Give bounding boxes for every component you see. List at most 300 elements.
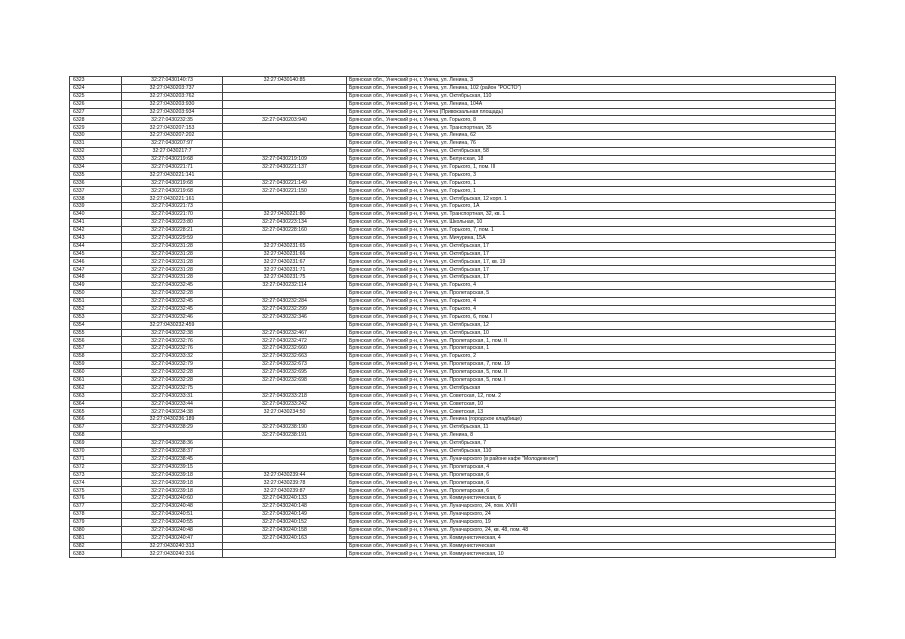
cadastral-number-cell: 32:27:0430232:28	[122, 376, 223, 384]
object-number-cell: 32:27:0430239:78	[223, 479, 347, 487]
object-number-cell: 32:27:0430232:467	[223, 329, 347, 337]
address-cell: Брянская обл., Унечский р-н, г. Унеча, ул. Октябрьская, 17, кв. 19	[347, 258, 836, 266]
address-cell: Брянская обл., Унечский р-н, г. Унеча, ул. Горького, 3	[347, 171, 836, 179]
table-row	[70, 550, 836, 558]
cadastral-number-cell: 32:27:0430233:32	[122, 353, 223, 361]
row-number-cell: 6380	[70, 526, 122, 534]
cadastral-number-cell: 32:27:0430232:28	[122, 368, 223, 376]
cadastral-number-cell: 32:27:0430203:934	[122, 108, 223, 116]
object-number-cell: 32:27:0430240:149	[223, 510, 347, 518]
address-cell: Брянская обл., Унечский р-н, г. Унеча, ул. Пролетарская, 6	[347, 471, 836, 479]
address-cell: Брянская обл., Унечский р-н, г. Унеча, ул. Пролетарская, 1	[347, 345, 836, 353]
row-number-cell: 6372	[70, 463, 122, 471]
address-cell: Брянская обл., Унечский р-н, г. Унеча, ул. Ленина (городское кладбище)	[347, 416, 836, 424]
cadastral-number-cell: 32:27:0430239:18	[122, 487, 223, 495]
row-number-cell: 6369	[70, 439, 122, 447]
table-row	[70, 100, 836, 108]
address-cell: Брянская обл., Унечский р-н, г. Унеча, ул. Транспортная, 35	[347, 124, 836, 132]
cadastral-number-cell: 32:27:0430238:45	[122, 455, 223, 463]
table-row	[70, 353, 836, 361]
cadastral-number-cell: 32:27:0430232:76	[122, 337, 223, 345]
row-number-cell: 6375	[70, 487, 122, 495]
row-number-cell: 6360	[70, 368, 122, 376]
cadastral-number-cell: 32:27:0430219:68	[122, 155, 223, 163]
address-cell: Брянская обл., Унечский р-н, г. Унеча, ул. Горького, 1	[347, 179, 836, 187]
row-number-cell: 6352	[70, 305, 122, 313]
cadastral-number-cell: 32:27:0430221:70	[122, 211, 223, 219]
object-number-cell	[223, 108, 347, 116]
table-row	[70, 479, 836, 487]
table-row	[70, 408, 836, 416]
address-cell: Брянская обл., Унечский р-н, г. Унеча, ул. Октябрьская, 17	[347, 274, 836, 282]
table-row	[70, 321, 836, 329]
object-number-cell: 32:27:0430240:158	[223, 526, 347, 534]
table-row	[70, 242, 836, 250]
table-row	[70, 392, 836, 400]
row-number-cell: 6366	[70, 416, 122, 424]
cadastral-number-cell: 32:27:0430231:28	[122, 266, 223, 274]
table-row	[70, 274, 836, 282]
cadastral-number-cell: 32:27:0430240:60	[122, 495, 223, 503]
table-row	[70, 510, 836, 518]
table-row	[70, 297, 836, 305]
table-row	[70, 463, 836, 471]
row-number-cell: 6356	[70, 337, 122, 345]
address-cell: Брянская обл., Унечский р-н, г. Унеча, ул. Октябрьская, 17	[347, 266, 836, 274]
object-number-cell	[223, 321, 347, 329]
address-cell: Брянская обл., Унечский р-н, г. Унеча, ул. Пролетарская, 5	[347, 290, 836, 298]
table-row	[70, 171, 836, 179]
address-cell: Брянская обл., Унечский р-н, г. Унеча, ул. Ленина, 62	[347, 132, 836, 140]
table-row	[70, 495, 836, 503]
row-number-cell: 6376	[70, 495, 122, 503]
object-number-cell: 32:27:0430221:150	[223, 187, 347, 195]
object-number-cell: 32:27:0430231:66	[223, 250, 347, 258]
address-cell: Брянская обл., Унечский р-н, г. Унеча, ул. Ленина, 3	[347, 77, 836, 85]
cadastral-number-cell: 32:27:0430239:18	[122, 479, 223, 487]
table-row	[70, 148, 836, 156]
object-number-cell: 32:27:0430232:114	[223, 282, 347, 290]
object-number-cell	[223, 416, 347, 424]
object-number-cell: 32:27:0430140:85	[223, 77, 347, 85]
cadastral-number-cell: 32:27:0430238:29	[122, 424, 223, 432]
cadastral-number-cell: 32:27:0430234:38	[122, 408, 223, 416]
row-number-cell: 6382	[70, 542, 122, 550]
row-number-cell: 6381	[70, 534, 122, 542]
object-number-cell	[223, 234, 347, 242]
row-number-cell: 6371	[70, 455, 122, 463]
object-number-cell: 32:27:0430239:87	[223, 487, 347, 495]
row-number-cell: 6359	[70, 361, 122, 369]
row-number-cell: 6328	[70, 116, 122, 124]
object-number-cell	[223, 550, 347, 558]
object-number-cell	[223, 203, 347, 211]
table-row	[70, 179, 836, 187]
address-cell: Брянская обл., Унечский р-н, г. Унеча, ул. Горького, 4	[347, 282, 836, 290]
cadastral-number-cell: 32:27:0430239:18	[122, 471, 223, 479]
address-cell: Брянская обл., Унечский р-н, г. Унеча, ул. Горького, 2	[347, 353, 836, 361]
cadastral-number-cell: 32:27:0430231:28	[122, 258, 223, 266]
row-number-cell: 6324	[70, 84, 122, 92]
object-number-cell: 32:27:0430240:133	[223, 495, 347, 503]
address-cell: Брянская обл., Унечский р-н, г. Унеча, ул. Советская, 13	[347, 408, 836, 416]
object-number-cell: 32:27:0430223:134	[223, 219, 347, 227]
address-cell: Брянская обл., Унечский р-н, г. Унеча, ул. Ленина, 102 (район "РОСТО")	[347, 84, 836, 92]
cadastral-number-cell: 32:27:0430232:46	[122, 313, 223, 321]
table-row	[70, 534, 836, 542]
address-cell: Брянская обл., Унечский р-н, г. Унеча, ул. Горького, 1, пом. III	[347, 163, 836, 171]
cadastral-number-cell: 32:27:0430240:51	[122, 510, 223, 518]
object-number-cell: 32:27:0430240:152	[223, 518, 347, 526]
object-number-cell: 32:27:0430238:190	[223, 424, 347, 432]
row-number-cell: 6349	[70, 282, 122, 290]
table-row	[70, 432, 836, 440]
cadastral-number-cell: 32:27:0430232:79	[122, 361, 223, 369]
table-row	[70, 305, 836, 313]
table-row	[70, 211, 836, 219]
row-number-cell: 6364	[70, 400, 122, 408]
table-row	[70, 219, 836, 227]
address-cell: Брянская обл., Унечский р-н, г. Унеча, ул. Луначарского, 19	[347, 518, 836, 526]
cadastral-number-cell: 32:27:0430228:21	[122, 226, 223, 234]
object-number-cell: 32:27:0430231:67	[223, 258, 347, 266]
address-cell: Брянская обл., Унечский р-н, г. Унеча, ул. Луначарского, 24, кв. 48, пом. 48	[347, 526, 836, 534]
table-row	[70, 313, 836, 321]
object-number-cell: 32:27:0430232:284	[223, 297, 347, 305]
object-number-cell	[223, 100, 347, 108]
row-number-cell: 6333	[70, 155, 122, 163]
cadastral-number-cell: 32:27:0430239:15	[122, 463, 223, 471]
row-number-cell: 6353	[70, 313, 122, 321]
object-number-cell: 32:27:0430232:299	[223, 305, 347, 313]
table-row	[70, 163, 836, 171]
cadastral-number-cell: 32:27:0430233:31	[122, 392, 223, 400]
table-row	[70, 471, 836, 479]
table-row	[70, 447, 836, 455]
table-row	[70, 290, 836, 298]
cadastral-number-cell: 32:27:0430232:28	[122, 290, 223, 298]
object-number-cell: 32:27:0430231:65	[223, 242, 347, 250]
cadastral-number-cell: 32:27:0430240:47	[122, 534, 223, 542]
row-number-cell: 6370	[70, 447, 122, 455]
address-cell: Брянская обл., Унечский р-н, г. Унеча, ул. Ленина, 104А	[347, 100, 836, 108]
row-number-cell: 6377	[70, 503, 122, 511]
cadastral-number-cell: 32:27:0430219:68	[122, 179, 223, 187]
table-row	[70, 455, 836, 463]
row-number-cell: 6354	[70, 321, 122, 329]
address-cell: Брянская обл., Унечский р-н, г. Унеча, ул. Луначарского (в районе кафе "Молодежное")	[347, 455, 836, 463]
object-number-cell: 32:27:0430233:242	[223, 400, 347, 408]
address-cell: Брянская обл., Унечский р-н, г. Унеча, ул. Луначарского, 24, пом. XVIII	[347, 503, 836, 511]
row-number-cell: 6332	[70, 148, 122, 156]
table-row	[70, 329, 836, 337]
row-number-cell: 6334	[70, 163, 122, 171]
row-number-cell: 6367	[70, 424, 122, 432]
cadastral-number-cell: 32:27:0430203:762	[122, 92, 223, 100]
object-number-cell	[223, 439, 347, 447]
object-number-cell: 32:27:0430240:148	[223, 503, 347, 511]
object-number-cell: 32:27:0430232:673	[223, 361, 347, 369]
table-row	[70, 424, 836, 432]
cadastral-number-cell: 32:27:0430232:76	[122, 345, 223, 353]
table-row	[70, 400, 836, 408]
table-row	[70, 503, 836, 511]
object-number-cell: 32:27:0430238:191	[223, 432, 347, 440]
cadastral-number-cell: 32:27:0430232:38	[122, 329, 223, 337]
table-row	[70, 187, 836, 195]
cadastral-number-cell: 32:27:0430221:161	[122, 195, 223, 203]
object-number-cell	[223, 140, 347, 148]
cadastral-number-cell: 32:27:0430238:37	[122, 447, 223, 455]
table-row	[70, 439, 836, 447]
row-number-cell: 6336	[70, 179, 122, 187]
row-number-cell: 6346	[70, 258, 122, 266]
row-number-cell: 6335	[70, 171, 122, 179]
address-cell: Брянская обл., Унечский р-н, г. Унеча, ул. Коммунистическая	[347, 542, 836, 550]
row-number-cell: 6357	[70, 345, 122, 353]
table-row	[70, 361, 836, 369]
table-row	[70, 368, 836, 376]
table-row	[70, 92, 836, 100]
cadastral-number-cell: 32:27:0430232:45	[122, 297, 223, 305]
row-number-cell: 6326	[70, 100, 122, 108]
row-number-cell: 6361	[70, 376, 122, 384]
cadastral-number-cell: 32:27:0430140:73	[122, 77, 223, 85]
cadastral-number-cell: 32:27:0430203:930	[122, 100, 223, 108]
table-row	[70, 124, 836, 132]
object-number-cell: 32:27:0430221:137	[223, 163, 347, 171]
cadastral-number-cell: 32:27:0430236:189	[122, 416, 223, 424]
address-cell: Брянская обл., Унечский р-н, г. Унеча, ул. Ленина, 76	[347, 140, 836, 148]
table-row	[70, 384, 836, 392]
cadastral-number-cell: 32:27:0430233:44	[122, 400, 223, 408]
cadastral-number-cell: 32:27:0430219:68	[122, 187, 223, 195]
object-number-cell: 32:27:0430231:71	[223, 266, 347, 274]
object-number-cell: 32:27:0430228:160	[223, 226, 347, 234]
address-cell: Брянская обл., Унечский р-н, г. Унеча, ул. Октябрьская, 58	[347, 148, 836, 156]
cadastral-number-cell: 32:27:0430240:55	[122, 518, 223, 526]
object-number-cell	[223, 447, 347, 455]
cadastral-number-cell: 32:27:0430238:36	[122, 439, 223, 447]
address-cell: Брянская обл., Унечский р-н, г. Унеча, ул. Советская, 10	[347, 400, 836, 408]
row-number-cell: 6341	[70, 219, 122, 227]
cadastral-number-cell: 32:27:0430232:459	[122, 321, 223, 329]
cadastral-number-cell: 32:27:0430240:48	[122, 503, 223, 511]
table-row	[70, 84, 836, 92]
cadastral-number-cell: 32:27:0430207:97	[122, 140, 223, 148]
table-row	[70, 108, 836, 116]
row-number-cell: 6348	[70, 274, 122, 282]
row-number-cell: 6378	[70, 510, 122, 518]
address-cell: Брянская обл., Унечский р-н, г. Унеча, ул. Коммунистическая, 4	[347, 534, 836, 542]
address-cell: Брянская обл., Унечский р-н, г. Унеча, ул. Октябрьская, 12	[347, 321, 836, 329]
address-cell: Брянская обл., Унечский р-н, г. Унеча, ул. Пролетарская, 1, пом. II	[347, 337, 836, 345]
row-number-cell: 6325	[70, 92, 122, 100]
address-cell: Брянская обл., Унечский р-н, г. Унеча, ул. Октябрьская, 10	[347, 329, 836, 337]
object-number-cell: 32:27:0430231:75	[223, 274, 347, 282]
address-cell: Брянская обл., Унечский р-н, г. Унеча, ул. Транспортная, 32, кв. 1	[347, 211, 836, 219]
cadastral-number-cell: 32:27:0430217:7	[122, 148, 223, 156]
row-number-cell: 6383	[70, 550, 122, 558]
cadastral-number-cell: 32:27:0430240:313	[122, 542, 223, 550]
table-row	[70, 234, 836, 242]
table-row	[70, 140, 836, 148]
row-number-cell: 6329	[70, 124, 122, 132]
object-number-cell	[223, 148, 347, 156]
row-number-cell: 6343	[70, 234, 122, 242]
address-cell: Брянская обл., Унечский р-н, г. Унеча, ул. Белунская, 18	[347, 155, 836, 163]
object-number-cell	[223, 290, 347, 298]
object-number-cell: 32:27:0430221:149	[223, 179, 347, 187]
cadastral-number-cell: 32:27:0430207:202	[122, 132, 223, 140]
address-cell: Брянская обл., Унечский р-н, г. Унеча, ул. Советская, 12, пом. 2	[347, 392, 836, 400]
table-row	[70, 542, 836, 550]
row-number-cell: 6339	[70, 203, 122, 211]
table-row	[70, 258, 836, 266]
table-row	[70, 266, 836, 274]
object-number-cell	[223, 124, 347, 132]
address-cell: Брянская обл., Унечский р-н, г. Унеча, ул. Горького, 6, пом. I	[347, 313, 836, 321]
object-number-cell: 32:27:0430232:698	[223, 376, 347, 384]
address-cell: Брянская обл., Унечский р-н, г. Унеча, ул. Ленина, 8	[347, 432, 836, 440]
row-number-cell: 6340	[70, 211, 122, 219]
cadastral-number-cell: 32:27:0430231:28	[122, 250, 223, 258]
object-number-cell	[223, 132, 347, 140]
cadastral-table	[69, 76, 836, 558]
row-number-cell: 6368	[70, 432, 122, 440]
address-cell: Брянская обл., Унечский р-н, г. Унеча, ул. Коммунистическая, 10	[347, 550, 836, 558]
cadastral-number-cell: 32:27:0430221:73	[122, 203, 223, 211]
address-cell: Брянская обл., Унечский р-н, г. Унеча, ул. Мичурина, 15А	[347, 234, 836, 242]
address-cell: Брянская обл., Унечский р-н, г. Унеча, ул. Пролетарская, 4	[347, 463, 836, 471]
row-number-cell: 6327	[70, 108, 122, 116]
row-number-cell: 6342	[70, 226, 122, 234]
cadastral-number-cell: 32:27:0430231:28	[122, 242, 223, 250]
address-cell: Брянская обл., Унечский р-н, г. Унеча, ул. Октябрьская, 11	[347, 424, 836, 432]
object-number-cell	[223, 384, 347, 392]
object-number-cell: 32:27:0430234:50	[223, 408, 347, 416]
object-number-cell: 32:27:0430232:695	[223, 368, 347, 376]
table-row	[70, 195, 836, 203]
object-number-cell	[223, 542, 347, 550]
table-row	[70, 116, 836, 124]
row-number-cell: 6350	[70, 290, 122, 298]
object-number-cell	[223, 463, 347, 471]
row-number-cell: 6323	[70, 77, 122, 85]
table-row	[70, 526, 836, 534]
object-number-cell	[223, 92, 347, 100]
object-number-cell	[223, 455, 347, 463]
object-number-cell: 32:27:0430232:346	[223, 313, 347, 321]
address-cell: Брянская обл., Унечский р-н, г. Унеча, ул. Горького, 4	[347, 297, 836, 305]
address-cell: Брянская обл., Унечский р-н, г. Унеча, ул. Октябрьская	[347, 384, 836, 392]
table-row	[70, 282, 836, 290]
address-cell: Брянская обл., Унечский р-н, г. Унеча, ул. Горького, 1А	[347, 203, 836, 211]
row-number-cell: 6362	[70, 384, 122, 392]
object-number-cell	[223, 84, 347, 92]
address-cell: Брянская обл., Унечский р-н, г. Унеча, ул. Горького, 4	[347, 305, 836, 313]
table-row	[70, 77, 836, 85]
address-cell: Брянская обл., Унечский р-н, г. Унеча, ул. Луначарского, 24	[347, 510, 836, 518]
row-number-cell: 6331	[70, 140, 122, 148]
cadastral-number-cell: 32:27:0430207:153	[122, 124, 223, 132]
address-cell: Брянская обл., Унечский р-н, г. Унеча, ул. Октябрьская, 7	[347, 439, 836, 447]
object-number-cell: 32:27:0430232:472	[223, 337, 347, 345]
cadastral-number-cell: 32:27:0430221:141	[122, 171, 223, 179]
address-cell: Брянская обл., Унечский р-н, г. Унеча, ул. Пролетарская, 5, пом. I	[347, 376, 836, 384]
cadastral-number-cell: 32:27:0430232:75	[122, 384, 223, 392]
address-cell: Брянская обл., Унечский р-н, г. Унеча, ул. Пролетарская, 7, пом. 19	[347, 361, 836, 369]
cadastral-number-cell: 32:27:0430223:80	[122, 219, 223, 227]
object-number-cell	[223, 171, 347, 179]
row-number-cell: 6337	[70, 187, 122, 195]
row-number-cell: 6363	[70, 392, 122, 400]
table-row	[70, 518, 836, 526]
address-cell: Брянская обл., Унечский р-н, г. Унеча, ул. Пролетарская, 5, пом. II	[347, 368, 836, 376]
address-cell: Брянская обл., Унечский р-н, г. Унеча, ул. Октябрьская, 17	[347, 242, 836, 250]
address-cell: Брянская обл., Унечский р-н, г. Унеча, ул. Октябрьская, 12 корп. 1	[347, 195, 836, 203]
cadastral-number-cell: 32:27:0430229:59	[122, 234, 223, 242]
object-number-cell: 32:27:0430219:109	[223, 155, 347, 163]
address-cell: Брянская обл., Унечский р-н, г. Унеча, ул. Горького, 1	[347, 187, 836, 195]
address-cell: Брянская обл., Унечский р-н, г. Унеча, ул. Пролетарская, 6	[347, 479, 836, 487]
table-row	[70, 376, 836, 384]
row-number-cell: 6351	[70, 297, 122, 305]
row-number-cell: 6345	[70, 250, 122, 258]
object-number-cell	[223, 195, 347, 203]
address-cell: Брянская обл., Унечский р-н, г. Унеча, ул. Коммунистическая, 6	[347, 495, 836, 503]
row-number-cell: 6347	[70, 266, 122, 274]
table-row	[70, 345, 836, 353]
cadastral-number-cell: 32:27:0430232:35	[122, 116, 223, 124]
cadastral-number-cell	[122, 432, 223, 440]
row-number-cell: 6379	[70, 518, 122, 526]
table-row	[70, 416, 836, 424]
cadastral-number-cell: 32:27:0430221:71	[122, 163, 223, 171]
table-row	[70, 155, 836, 163]
object-number-cell: 32:27:0430240:163	[223, 534, 347, 542]
address-cell: Брянская обл., Унечский р-н, г. Унеча, ул. Горького, 8	[347, 116, 836, 124]
row-number-cell: 6355	[70, 329, 122, 337]
table-row	[70, 250, 836, 258]
cadastral-number-cell: 32:27:0430240:48	[122, 526, 223, 534]
cadastral-number-cell: 32:27:0430232:45	[122, 305, 223, 313]
address-cell: Брянская обл., Унечский р-н, г. Унеча, ул. Пролетарская, 6	[347, 487, 836, 495]
table-row	[70, 132, 836, 140]
object-number-cell: 32:27:0430233:218	[223, 392, 347, 400]
table-body	[70, 77, 836, 558]
object-number-cell: 32:27:0430232:663	[223, 353, 347, 361]
object-number-cell: 32:27:0430239:44	[223, 471, 347, 479]
table-row	[70, 337, 836, 345]
cadastral-number-cell: 32:27:0430203:737	[122, 84, 223, 92]
address-cell: Брянская обл., Унечский р-н, г. Унеча, ул. Школьная, 10	[347, 219, 836, 227]
address-cell: Брянская обл., Унечский р-н, г. Унеча, ул. Октябрьская, 110	[347, 92, 836, 100]
row-number-cell: 6365	[70, 408, 122, 416]
object-number-cell: 32:27:0430221:80	[223, 211, 347, 219]
address-cell: Брянская обл., Унечский р-н, г. Унеча, ул. Октябрьская, 17	[347, 250, 836, 258]
address-cell: Брянская обл., Унечский р-н, г. Унеча, ул. Горького, 7, пом. 1	[347, 226, 836, 234]
table-row	[70, 226, 836, 234]
cadastral-number-cell: 32:27:0430231:28	[122, 274, 223, 282]
address-cell: Брянская обл., Унечский р-н, г. Унеча (Привокзальная площадь)	[347, 108, 836, 116]
cadastral-number-cell: 32:27:0430240:316	[122, 550, 223, 558]
cadastral-number-cell: 32:27:0430232:45	[122, 282, 223, 290]
row-number-cell: 6358	[70, 353, 122, 361]
table-row	[70, 203, 836, 211]
row-number-cell: 6373	[70, 471, 122, 479]
row-number-cell: 6330	[70, 132, 122, 140]
